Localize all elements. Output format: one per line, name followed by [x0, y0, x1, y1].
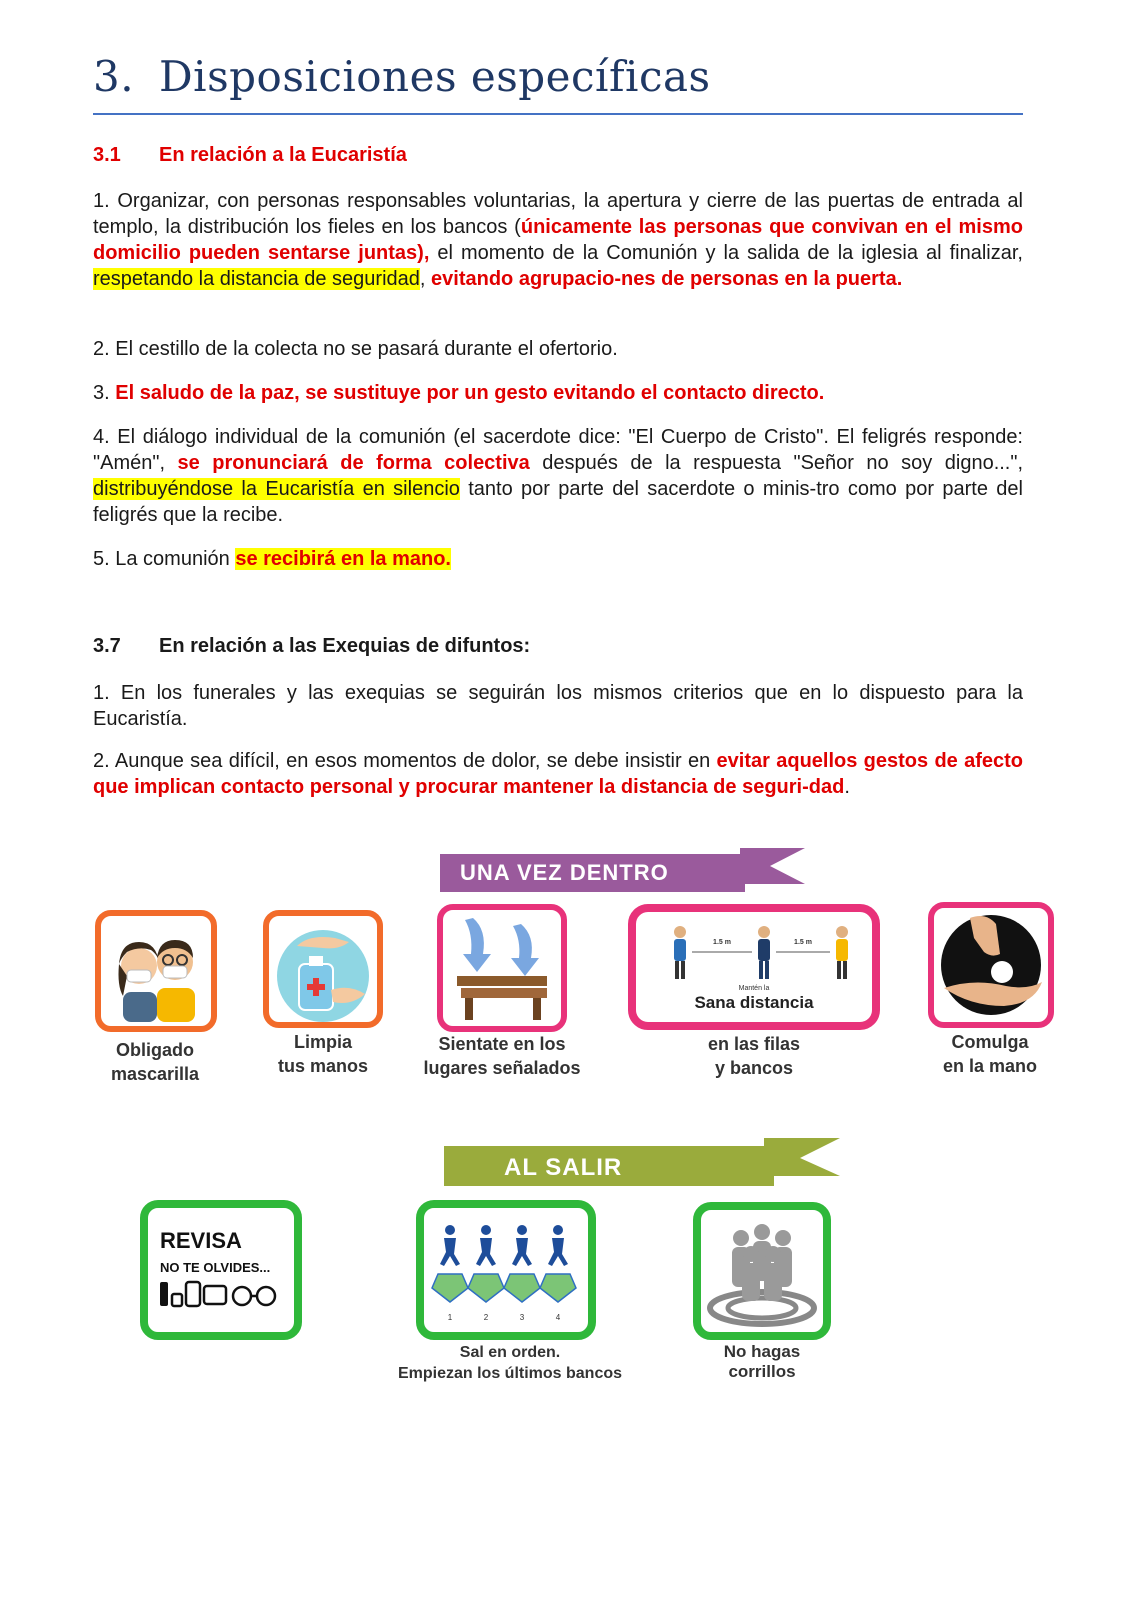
- manos-tile: [263, 910, 383, 1028]
- caption-line: en la mano: [942, 1056, 1038, 1076]
- subsection-title: En relación a la Eucaristía: [159, 144, 407, 166]
- section-title-text: Disposiciones específicas: [159, 52, 711, 101]
- caption-sientate: [400, 1032, 604, 1080]
- manten-label: Mantén la: [738, 985, 770, 992]
- order-number: 2: [483, 1313, 489, 1322]
- caption-mascarilla: [85, 1038, 225, 1086]
- emphasis-text: evitar aquellos gestos de afecto que implican contacto personal y procurar mantener la distancia de seguri-dad: [93, 750, 1024, 798]
- text: después de la respuesta "Señor no soy digno...",: [529, 452, 1024, 474]
- caption-line: No hagas: [723, 1342, 801, 1361]
- caption-line: Obligado: [116, 1040, 194, 1060]
- caption-line: lugares señalados: [423, 1058, 581, 1078]
- text: 2. Aunque sea difícil, en esos momentos de dolor, se debe insistir en: [93, 750, 717, 772]
- paragraph-exequias-2: [93, 748, 1023, 800]
- checklist-items-icon: [148, 1208, 294, 1332]
- subsection-title: En relación a las Exequias de difuntos:: [159, 635, 531, 657]
- paragraph-3: [93, 380, 1023, 406]
- sana-distancia-label: Sana distancia: [694, 993, 814, 1012]
- highlighted-emphasis-text: se recibirá en la mano.: [235, 548, 451, 570]
- paragraph-exequias-1: 1. En los funerales y las exequias se seguirán los mismos criterios que en lo dispuesto para la Eucaristía.: [93, 682, 1023, 730]
- communion-hand-icon: [934, 908, 1048, 1022]
- paragraph-5: [93, 546, 1023, 572]
- masked-people-icon: [101, 916, 211, 1026]
- subsection-heading-3-7: [93, 635, 530, 658]
- order-number: 1: [447, 1313, 453, 1322]
- caption-corrillos: [690, 1342, 834, 1382]
- caption-line: Empiezan los últimos bancos: [397, 1365, 623, 1382]
- caption-line: y bancos: [714, 1058, 794, 1078]
- comulga-tile: [928, 902, 1054, 1028]
- subsection-number: 3.1: [93, 144, 121, 166]
- section-title: [93, 52, 1023, 101]
- order-number: 4: [555, 1313, 561, 1322]
- paragraph-2: 2. El cestillo de la colecta no se pasará durante el ofertorio.: [93, 338, 618, 360]
- text: 5. La comunión: [93, 548, 236, 570]
- subsection-number: 3.7: [93, 635, 121, 657]
- caption-line: Comulga: [951, 1032, 1029, 1052]
- subsection-heading-3-1: [93, 144, 407, 167]
- caption-comulga: [920, 1030, 1060, 1078]
- social-distance-icon: [636, 912, 872, 1022]
- caption-line: mascarilla: [110, 1064, 200, 1084]
- highlighted-text: respetando la distancia de seguridad: [93, 268, 420, 290]
- emphasis-text: El saludo de la paz, se sustituye por un gesto evitando el contacto directo.: [115, 382, 825, 404]
- banner-una-vez-dentro-label: UNA VEZ DENTRO: [460, 860, 669, 885]
- text: 4. El diálogo individual de la comunión (el sacerdote dice: "El Cuerpo de Cristo". El feligrés responde: "Amén",: [93, 426, 1023, 474]
- group-gathering-icon: [701, 1210, 823, 1332]
- emphasis-text: únicamente las personas que convivan en el mismo domicilio pueden sentarse juntas),: [93, 216, 1023, 264]
- bench-arrows-icon: [443, 910, 561, 1026]
- caption-orden: [370, 1342, 650, 1384]
- caption-line: Sientate en los: [438, 1034, 566, 1054]
- distance-label-2: 1.5 m: [794, 939, 812, 946]
- caption-filas: [672, 1032, 836, 1080]
- walking-in-order-icon: [424, 1208, 588, 1332]
- section-number: 3.: [93, 52, 135, 101]
- distance-label-1: 1.5 m: [713, 939, 731, 946]
- caption-line: corrillos: [728, 1362, 796, 1381]
- sientate-tile: [437, 904, 567, 1032]
- text: ,: [419, 268, 432, 290]
- text: 3.: [93, 382, 116, 404]
- distancia-tile: [628, 904, 880, 1030]
- emphasis-text: evitando agrupacio-nes de personas en la puerta.: [431, 268, 903, 290]
- hand-sanitizer-icon: [269, 916, 377, 1022]
- title-underline: [93, 113, 1023, 115]
- text: tanto por parte del sacerdote o minis-tro como por parte del feligrés que la recibe.: [93, 478, 1023, 526]
- text: .: [844, 776, 850, 798]
- banner-al-salir-label: AL SALIR: [504, 1154, 623, 1181]
- emphasis-text: se pronunciará de forma colectiva: [177, 452, 530, 474]
- caption-line: Limpia: [293, 1032, 352, 1052]
- orden-tile: [416, 1200, 596, 1340]
- highlighted-text: distribuyéndose la Eucaristía en silencio: [93, 478, 460, 500]
- text: 1. Organizar, con personas responsables voluntarias, la apertura y cierre de las puertas de entrada al templo, la distribución los fieles en los bancos (: [93, 190, 1023, 238]
- paragraph-4: [93, 424, 1023, 528]
- order-number: 3: [519, 1313, 525, 1322]
- revisa-label: REVISA: [160, 1228, 242, 1253]
- text: el momento de la Comunión y la salida de la iglesia al finalizar,: [429, 242, 1023, 264]
- corrillos-tile: [693, 1202, 831, 1340]
- no-olvides-label: NO TE OLVIDES...: [160, 1260, 271, 1275]
- mascarilla-tile: [95, 910, 217, 1032]
- caption-line: tus manos: [277, 1056, 369, 1076]
- caption-line: en las filas: [707, 1034, 801, 1054]
- revisa-tile: [140, 1200, 302, 1340]
- caption-line: Sal en orden.: [459, 1344, 561, 1361]
- caption-manos: [250, 1030, 396, 1078]
- paragraph-1: [93, 188, 1023, 292]
